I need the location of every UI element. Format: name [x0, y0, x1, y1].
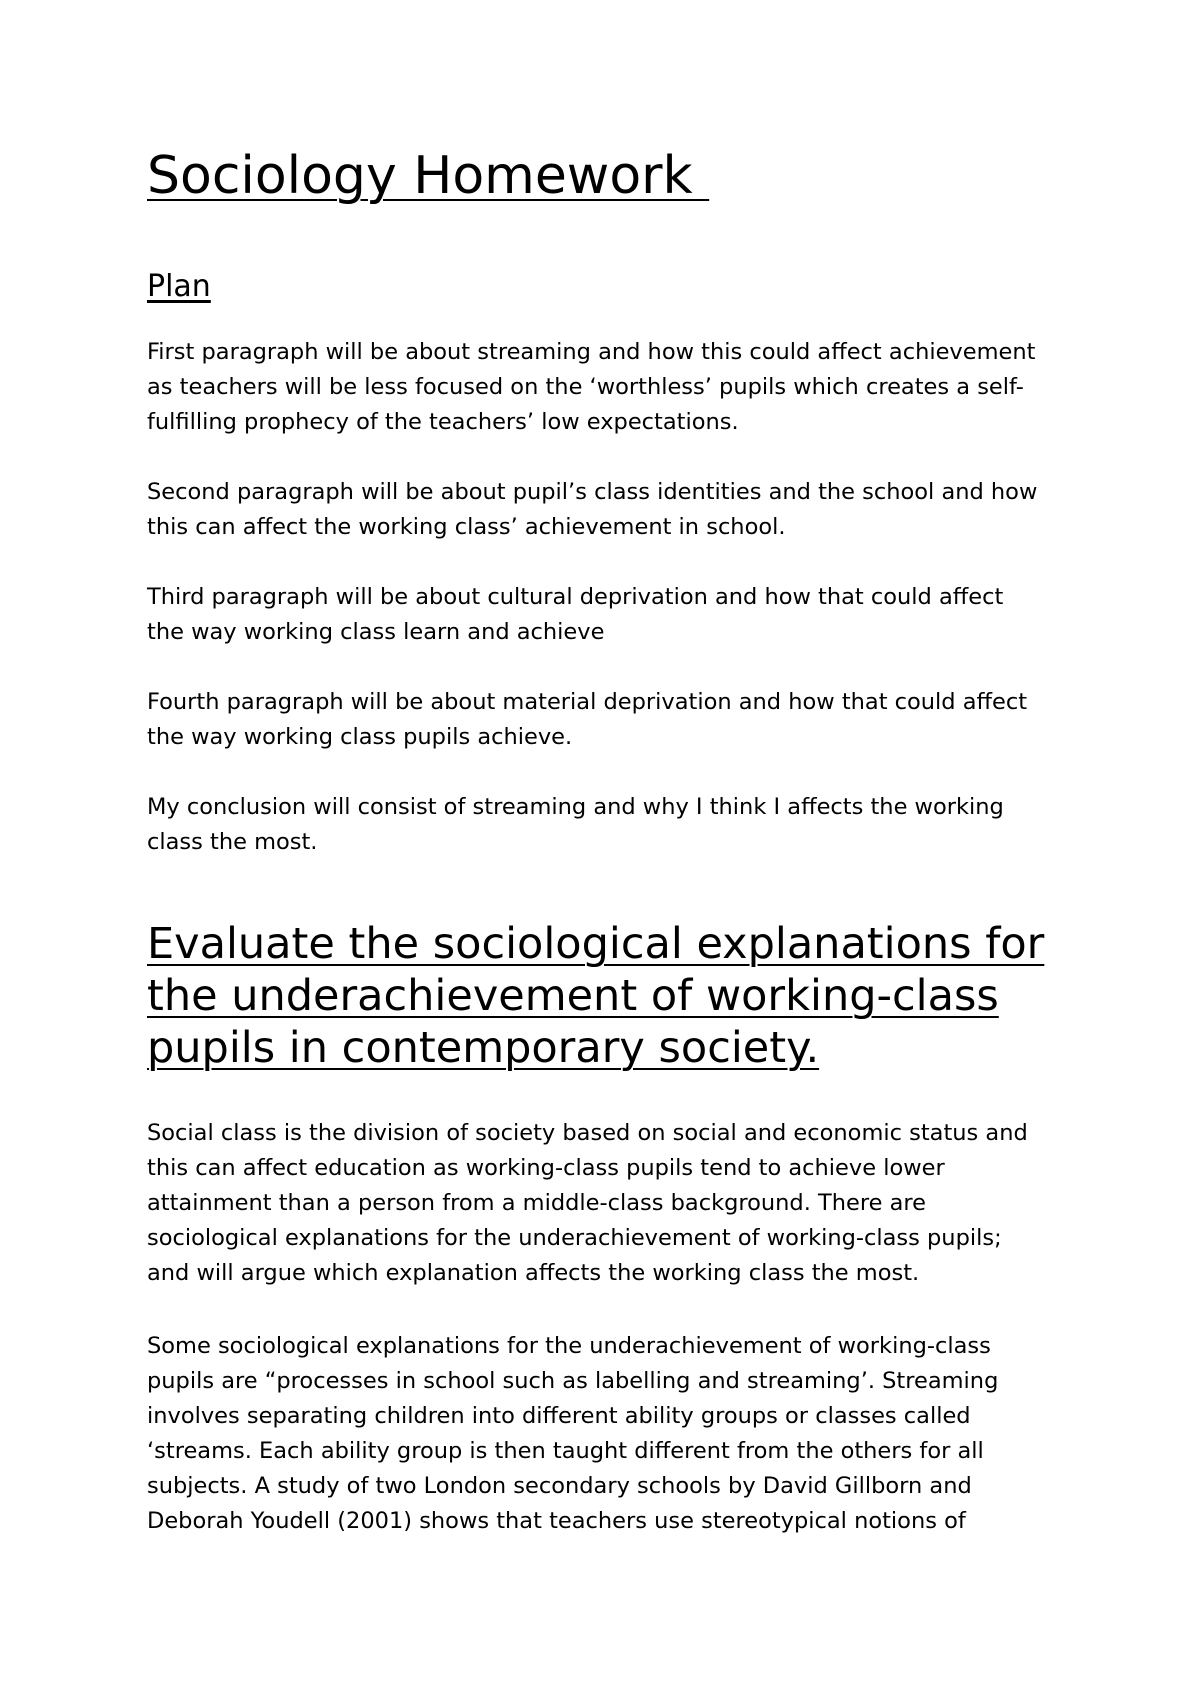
essay-question-heading: Evaluate the sociological explanations for the underachievement of working-class pupils in contemporary society. [147, 919, 1045, 1073]
document-title: Sociology Homework [147, 146, 710, 206]
plan-paragraph-conclusion: My conclusion will consist of streaming and why I think I affects the working class the most. [147, 794, 1004, 855]
essay-body [147, 1116, 1067, 1539]
essay-paragraph-introduction: Social class is the division of society based on social and economic status and this can affect education as working-class pupils tend to achieve lower attainment than a person from a middle-class background. There are sociological explanations for the underachievement of working-class pupils; and will argue which explanation affects the working class the most. [147, 1120, 1028, 1286]
document-content [147, 145, 1067, 1539]
essay-paragraph-streaming: Some sociological explanations for the underachievement of working-class pupils are “processes in school such as labelling and streaming’. Streaming involves separating children into different ability groups or classes called ‘streams. Each ability group is then taught different from the others for all subjects. A study of two London secondary schools by David Gillborn and Deborah Youdell (2001) shows that teachers use stereotypical notions of [147, 1333, 999, 1534]
plan-paragraph-fourth: Fourth paragraph will be about material deprivation and how that could affect the way working class pupils achieve. [147, 689, 1028, 750]
plan-paragraphs [147, 335, 1067, 860]
plan-heading: Plan [147, 269, 211, 304]
plan-paragraph-third: Third paragraph will be about cultural deprivation and how that could affect the way working class learn and achieve [147, 584, 1004, 645]
plan-paragraph-second: Second paragraph will be about pupil’s class identities and the school and how this can affect the working class’ achievement in school. [147, 479, 1038, 540]
plan-paragraph-first: First paragraph will be about streaming and how this could affect achievement as teachers will be less focused on the ‘worthless’ pupils which creates a self- fulfilling prophecy of the teachers’ low expectations. [147, 339, 1036, 435]
